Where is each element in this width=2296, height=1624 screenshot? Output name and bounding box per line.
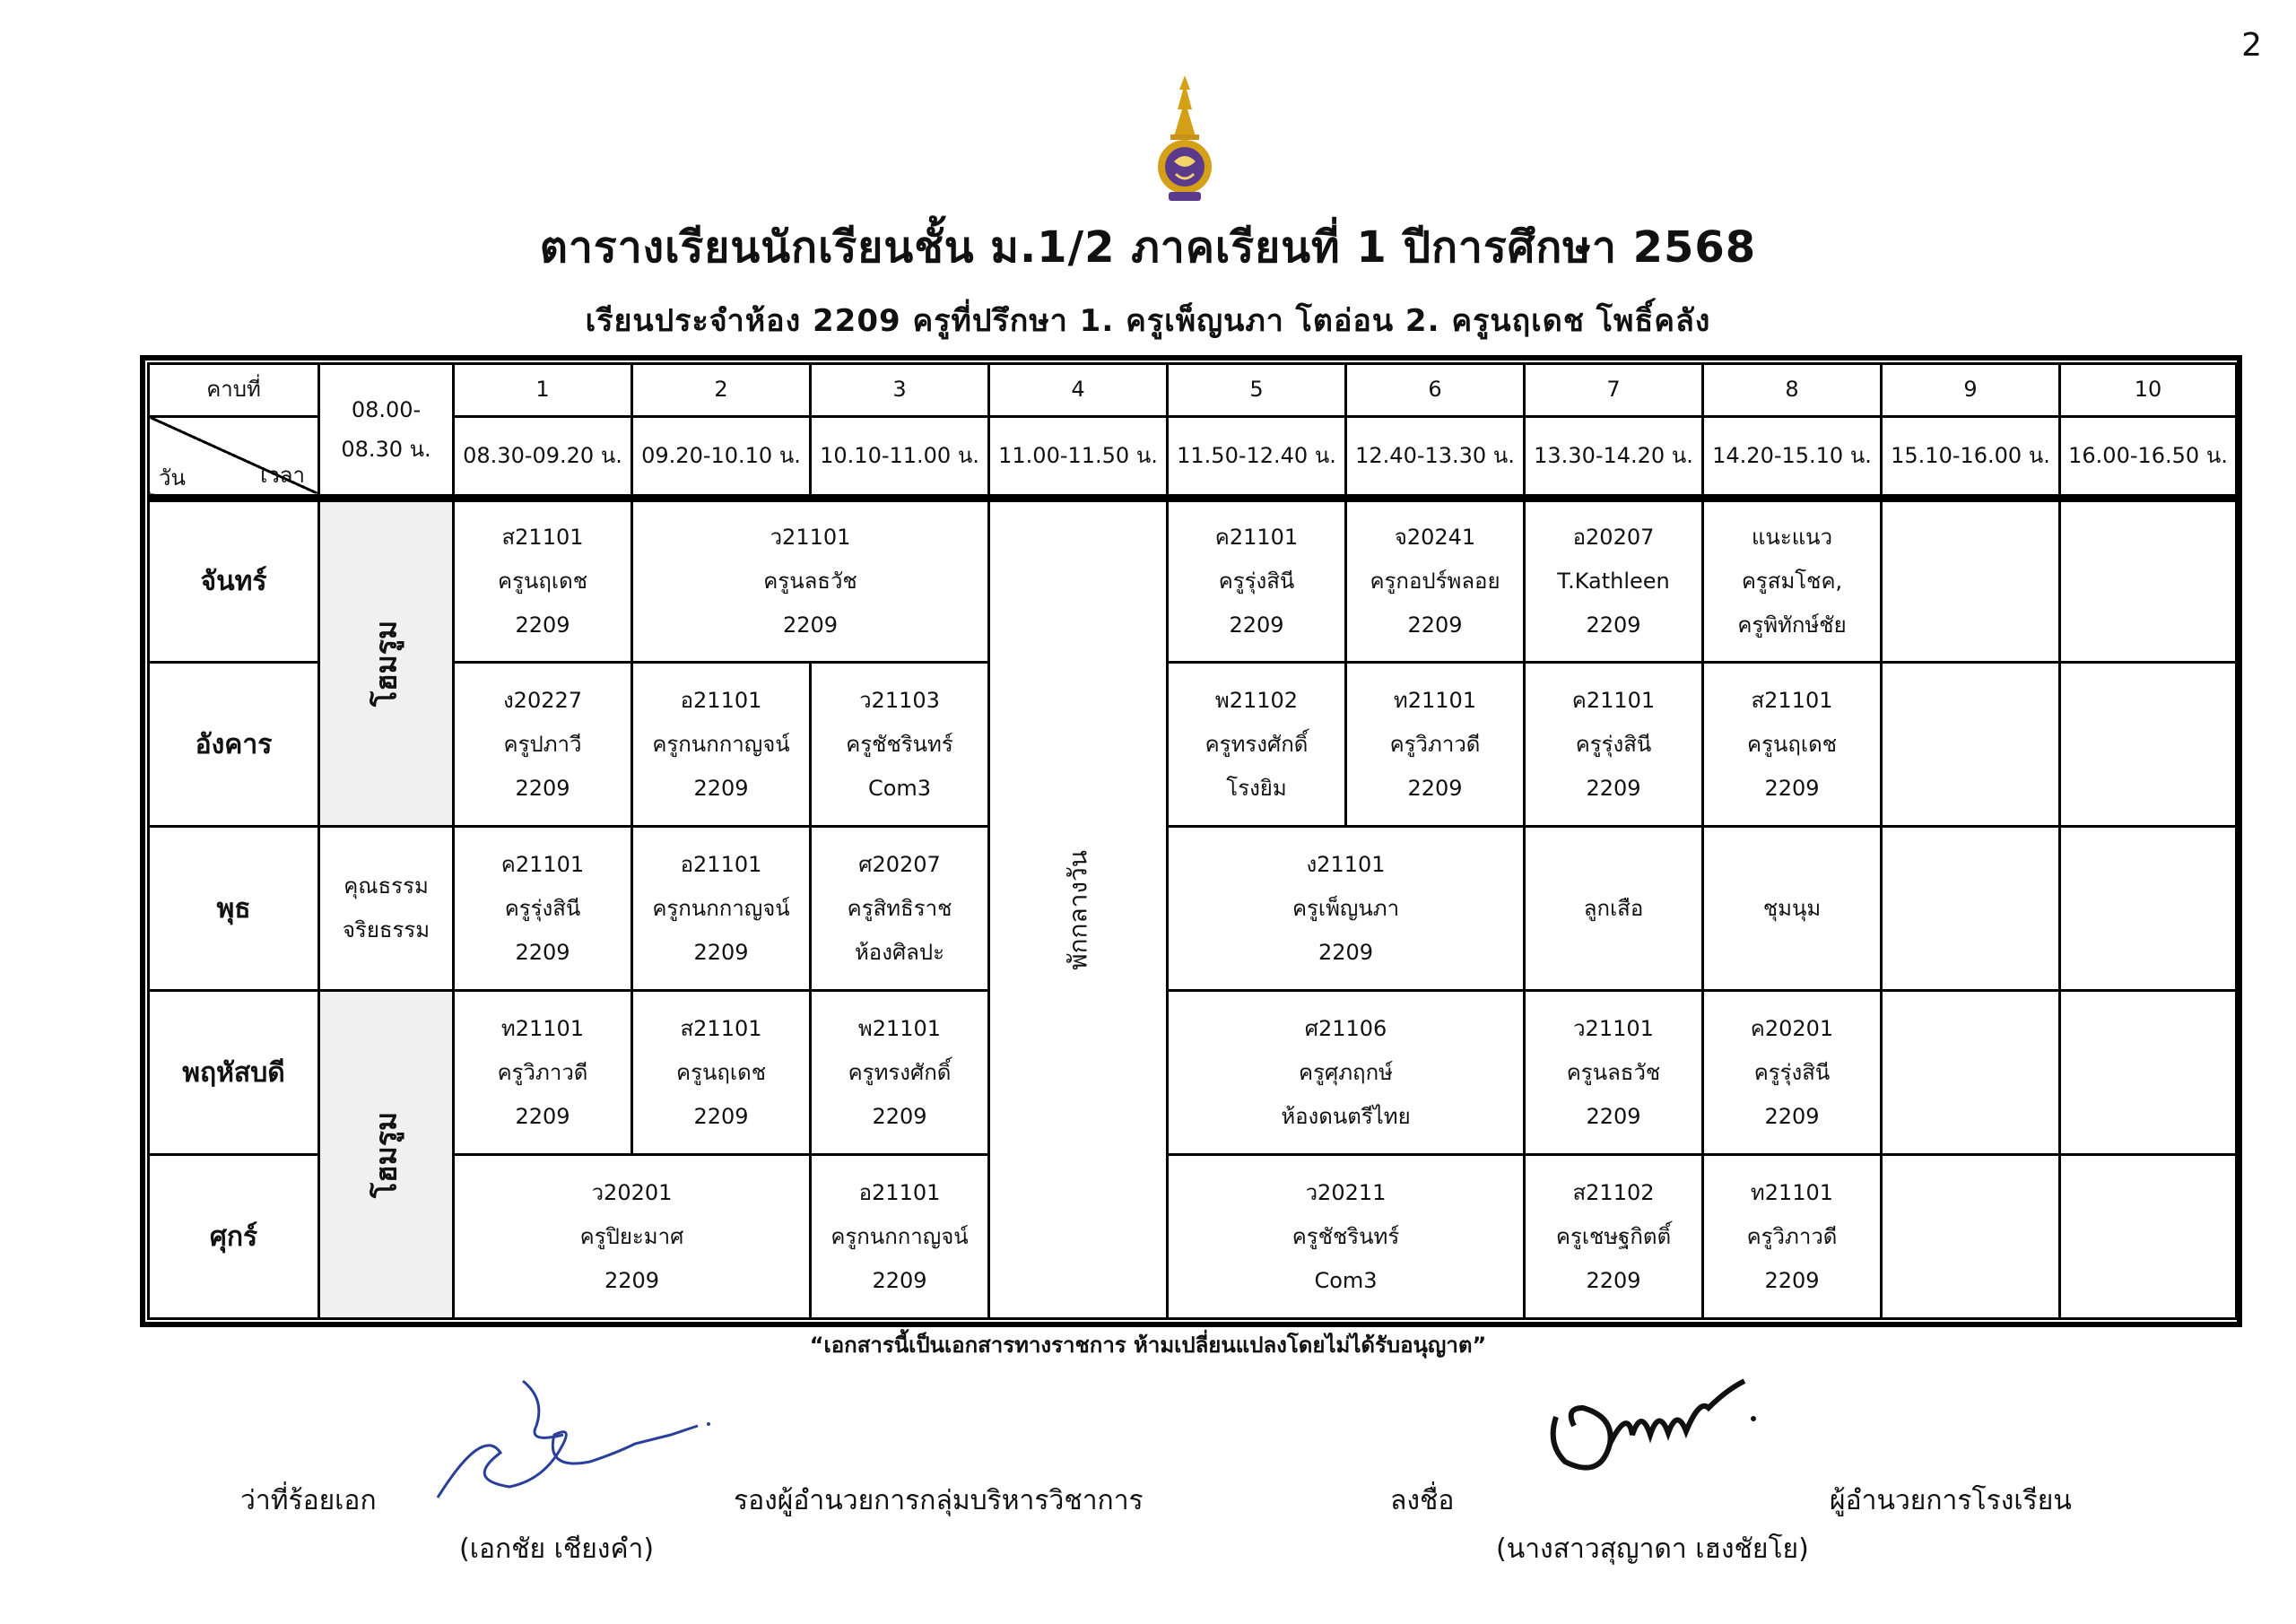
header-period-row [149,364,2237,417]
homeroom-cell [319,499,454,827]
left-signer-position: รองผู้อำนวยการกลุ่มบริหารวิชาการ [734,1485,1144,1516]
class-cell: แนะแนว ครูสมโชค, ครูพิทักษ์ชัย [1703,499,1882,663]
class-cell: ค21101 ครูรุ่งสินี 2209 [1525,663,1703,827]
class-cell: ศ21106 ครูศุภฤกษ์ ห้องดนตรีไทย [1168,991,1525,1155]
period-number: 5 [1168,364,1346,417]
class-cell: ท21101 ครูวิภาวดี 2209 [454,991,632,1155]
period-label-cell: คาบที่ [149,364,319,417]
class-cell: ง21101 ครูเพ็ญนภา 2209 [1168,827,1525,991]
empty-cell [1882,991,2060,1155]
left-signer-name: (เอกชัย เชียงคำ) [459,1533,655,1565]
class-cell: ส21101 ครูนฤเดช 2209 [632,991,811,1155]
class-cell: อ21101 ครูกนกกาญจน์ 2209 [811,1155,989,1319]
class-cell: ว21103 ครูชัชรินทร์ Com3 [811,663,989,827]
period-number: 10 [2060,364,2237,417]
period-time: 13.30-14.20 น. [1525,416,1703,498]
period-number: 2 [632,364,811,417]
school-emblem-icon [1151,74,1219,208]
timetable [147,362,2238,1320]
class-cell: ศ20207 ครูสิทธิราช ห้องศิลปะ [811,827,989,991]
period-time: 10.10-11.00 น. [811,416,989,498]
period-time: 14.20-15.10 น. [1703,416,1882,498]
page-title: ตารางเรียนนักเรียนชั้น ม.1/2 ภาคเรียนที่ 1 ปีการศึกษา 2568 [539,222,1757,273]
period-time: 15.10-16.00 น. [1882,416,2060,498]
header-time-row [149,416,2237,498]
right-signer-name: (นางสาวสุญาดา เฮงชัยโย) [1496,1533,1809,1565]
class-cell: ว21101 ครูนลธวัช 2209 [1525,991,1703,1155]
time-axis-label: เวลา [260,462,305,488]
official-document-notice: “เอกสารนี้เป็นเอกสารทางราชการ ห้ามเปลี่ยนแปลงโดยไม่ได้รับอนุญาต” [809,1333,1487,1358]
period-number: 7 [1525,364,1703,417]
page-subtitle: เรียนประจำห้อง 2209 ครูที่ปรึกษา 1. ครูเพ็ญนภา โตอ่อน 2. ครูนฤเดช โพธิ์คลัง [585,303,1711,339]
homeroom-label: โฮมรูม [369,1111,403,1198]
period-number: 3 [811,364,989,417]
right-sign-label: ลงชื่อ [1390,1485,1455,1516]
day-row-tuesday [149,663,2237,827]
scout-cell: ลูกเสือ [1525,827,1703,991]
class-cell: อ20207 T.Kathleen 2209 [1525,499,1703,663]
day-label: อังคาร [149,663,319,827]
class-cell: ค21101 ครูรุ่งสินี 2209 [454,827,632,991]
homeroom-cell [319,991,454,1319]
class-cell: ส21101 ครูนฤเดช 2209 [454,499,632,663]
ethics-homeroom-cell: คุณธรรม จริยธรรม [319,827,454,991]
class-cell: จ20241 ครูกอปร์พลอย 2209 [1346,499,1525,663]
empty-cell [2060,1155,2237,1319]
class-cell: ง20227 ครูปภาวี 2209 [454,663,632,827]
period-number: 1 [454,364,632,417]
period-time: 08.30-09.20 น. [454,416,632,498]
period-number: 8 [1703,364,1882,417]
class-cell: อ21101 ครูกนกกาญจน์ 2209 [632,663,811,827]
empty-cell [2060,991,2237,1155]
class-cell: ว21101 ครูนลธวัช 2209 [632,499,989,663]
club-cell: ชุมนุม [1703,827,1882,991]
day-label: พฤหัสบดี [149,991,319,1155]
day-row-friday [149,1155,2237,1319]
class-cell: ส21102 ครูเชษฐกิตติ์ 2209 [1525,1155,1703,1319]
period-time: 12.40-13.30 น. [1346,416,1525,498]
class-cell: ค21101 ครูรุ่งสินี 2209 [1168,499,1346,663]
class-cell: ท21101 ครูวิภาวดี 2209 [1346,663,1525,827]
empty-cell [2060,827,2237,991]
homeroom-label: โฮมรูม [369,621,403,708]
day-label: จันทร์ [149,499,319,663]
right-signer-position: ผู้อำนวยการโรงเรียน [1830,1485,2072,1516]
period-time: 11.00-11.50 น. [989,416,1168,498]
class-cell: อ21101 ครูกนกกาญจน์ 2209 [632,827,811,991]
period-time: 16.00-16.50 น. [2060,416,2237,498]
empty-cell [1882,499,2060,663]
day-row-thursday [149,991,2237,1155]
period-number: 4 [989,364,1168,417]
day-label: ศุกร์ [149,1155,319,1319]
day-row-monday [149,499,2237,663]
empty-cell [1882,1155,2060,1319]
left-signature-icon [429,1372,716,1507]
period-time: 11.50-12.40 น. [1168,416,1346,498]
empty-cell [2060,499,2237,663]
class-cell: ว20211 ครูชัชรินทร์ Com3 [1168,1155,1525,1319]
right-signature-icon [1529,1363,1762,1498]
class-cell: ค20201 ครูรุ่งสินี 2209 [1703,991,1882,1155]
period-number: 9 [1882,364,2060,417]
class-cell: พ21101 ครูทรงศักดิ์ 2209 [811,991,989,1155]
lunch-label: พักกลางวัน [1063,849,1093,970]
homeroom-time-header: 08.00- 08.30 น. [319,364,454,499]
class-cell: ว20201 ครูปิยะมาศ 2209 [454,1155,811,1319]
empty-cell [1882,663,2060,827]
class-cell: พ21102 ครูทรงศักดิ์ โรงยิม [1168,663,1346,827]
period-number: 6 [1346,364,1525,417]
day-row-wednesday [149,827,2237,991]
empty-cell [2060,663,2237,827]
day-label: พุธ [149,827,319,991]
page-number: 2 [2241,27,2262,64]
left-signer-rank: ว่าที่ร้อยเอก [240,1485,377,1516]
day-time-corner-cell [149,416,319,498]
class-cell: ส21101 ครูนฤเดช 2209 [1703,663,1882,827]
empty-cell [1882,827,2060,991]
period-time: 09.20-10.10 น. [632,416,811,498]
day-axis-label: วัน [159,465,186,491]
lunch-break-cell [989,499,1168,1319]
class-cell: ท21101 ครูวิภาวดี 2209 [1703,1155,1882,1319]
